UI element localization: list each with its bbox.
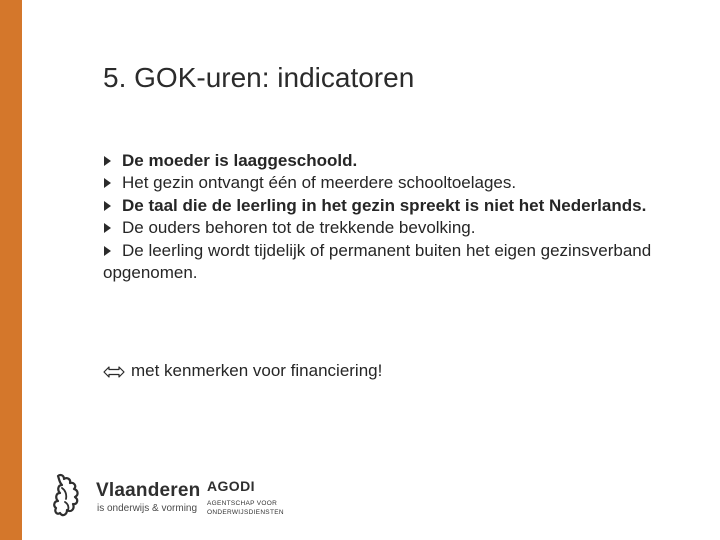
flemish-lion-icon [50,472,92,520]
vlaanderen-logo [50,472,200,522]
triangle-right-icon [104,156,111,166]
bullet-text: De ouders behoren tot de trekkende bevolking. [122,218,476,238]
bullet-item [103,217,663,239]
bullet-text: De leerling wordt tijdelijk of permanent buiten het eigen gezinsverband opgenomen. [103,240,652,283]
bullet-list [103,150,663,284]
vlaanderen-subtitle: is onderwijs & vorming [97,503,198,514]
agodi-name: AGODI [207,478,255,494]
agodi-logo [207,478,307,523]
double-arrow-icon [103,365,125,379]
note-text: met kenmerken voor financiering! [131,361,383,380]
agodi-subtitle: AGENTSCHAP VOOR ONDERWIJSDIENSTEN [207,500,284,516]
bullet-item [103,195,663,217]
triangle-right-icon [104,201,111,211]
accent-side-bar [0,0,22,540]
slide-title: 5. GOK-uren: indicatoren [103,62,415,93]
bullet-text: Het gezin ontvangt één of meerdere schooltoelages. [122,173,517,193]
bullet-text: De taal die de leerling in het gezin spreekt is niet het Nederlands. [122,195,647,215]
bullet-item [103,240,663,285]
financing-note [103,359,382,383]
triangle-right-icon [104,178,111,188]
triangle-right-icon [104,246,111,256]
triangle-right-icon [104,223,111,233]
bullet-item [103,172,663,194]
vlaanderen-name: Vlaanderen [96,480,201,501]
bullet-text: De moeder is laaggeschoold. [122,151,358,170]
bullet-item [103,150,663,172]
